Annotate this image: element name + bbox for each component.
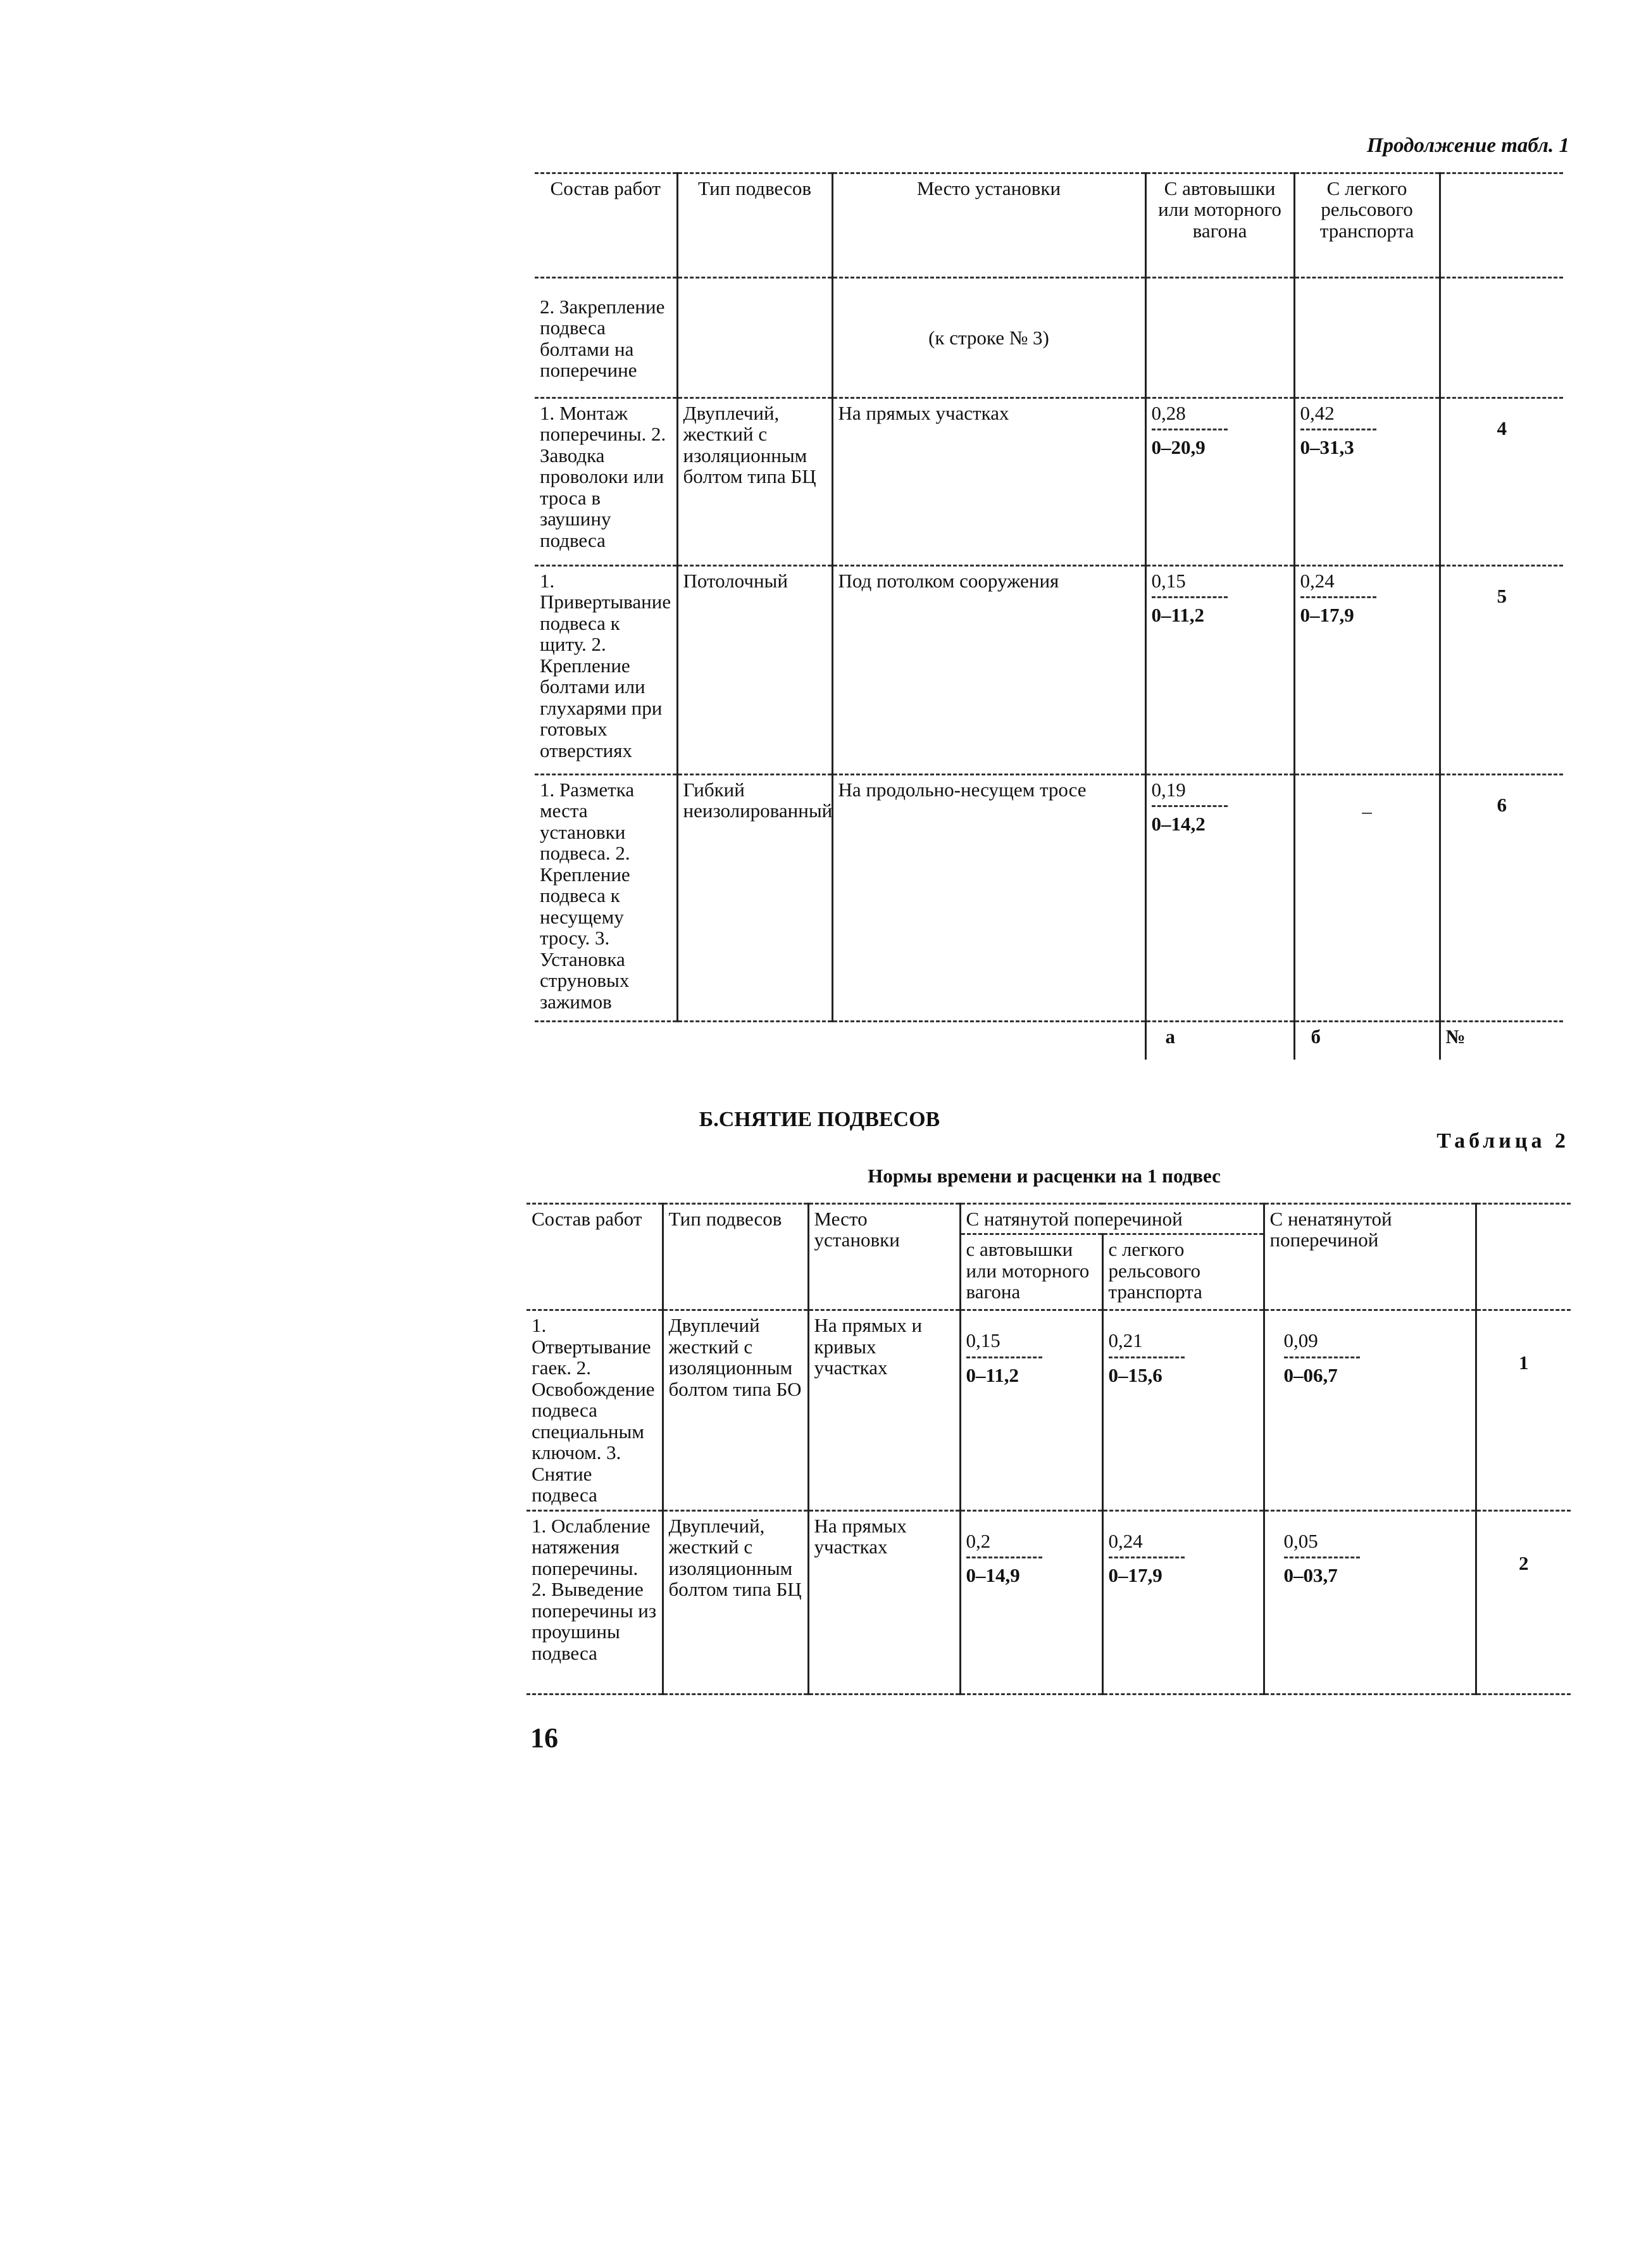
cell-type (677, 278, 832, 398)
footer-a: а (1145, 1022, 1294, 1060)
table-row (535, 398, 1563, 566)
value-b: 0,42 (1300, 402, 1335, 424)
footer-b: б (1294, 1022, 1440, 1060)
header-work: Состав работ (535, 173, 677, 278)
header-work: Состав работ (527, 1204, 663, 1310)
cell-type: Двуплечий, жесткий с изоляционным болтом типа БЦ (663, 1510, 808, 1694)
header-type: Тип подвесов (677, 173, 832, 278)
value-c: 0,05 (1283, 1529, 1318, 1552)
cell-work: 1. Отвертывание гаек. 2. Освобождение подвеса специальным ключом. 3. Снятие подвеса (527, 1310, 663, 1510)
value-a: 0,19 (1151, 779, 1186, 801)
cell-type: Двуплечий жесткий с изоляционным болтом типа БО (663, 1310, 808, 1510)
cell-place: На прямых и кривых участках (808, 1310, 960, 1510)
cell-place: На прямых участках (808, 1510, 960, 1694)
header-sub-b: с легкого рельсового транспорта (1102, 1234, 1264, 1310)
cell-no: 4 (1440, 398, 1563, 566)
table-1 (535, 172, 1563, 1060)
cell-work: 1. Монтаж поперечины. 2. Заводка проволоки или троса в заушину подвеса (535, 398, 677, 566)
table-row (535, 278, 1563, 398)
value-a: 0,2 (966, 1529, 991, 1552)
cell-b (1294, 398, 1440, 566)
cell-a (960, 1510, 1102, 1694)
cell-b (1102, 1510, 1264, 1694)
cell-type: Гибкий неизолированный (677, 775, 832, 1022)
cell-work: 1. Разметка места установки подвеса. 2. Крепление подвеса к несущему тросу. 3. Установка струновых зажимов (535, 775, 677, 1022)
cell-a (1145, 566, 1294, 775)
value-b: 0,24 (1108, 1529, 1143, 1552)
header-tensioned: С натянутой поперечиной (960, 1204, 1264, 1234)
cell-c (1264, 1310, 1476, 1510)
header-no (1440, 173, 1563, 278)
header-untensioned: С ненатянутой поперечиной (1264, 1204, 1476, 1310)
rate-c: 0–03,7 (1283, 1564, 1338, 1587)
footer-no: № (1440, 1022, 1563, 1060)
cell-no: 1 (1476, 1310, 1571, 1510)
cell-c (1264, 1510, 1476, 1694)
rate-a: 0–11,2 (1151, 604, 1205, 627)
cell-no: 5 (1440, 566, 1563, 775)
cell-work: 1. Ослабление натяжения поперечины. 2. Выведение поперечины из проушины подвеса (527, 1510, 663, 1694)
cell-work: 1. Привертывание подвеса к щиту. 2. Крепление болтами или глухарями при готовых отверстиях (535, 566, 677, 775)
value-b: 0,21 (1108, 1329, 1143, 1352)
table-2-label: Таблица 2 (1436, 1129, 1569, 1153)
table-1-footer (535, 1022, 1563, 1060)
value-c: 0,09 (1283, 1329, 1318, 1352)
header-place: Место установки (832, 173, 1145, 278)
table-1-header (535, 173, 1563, 278)
cell-a (1145, 775, 1294, 1022)
table-2-subtitle: Нормы времени и расценки на 1 подвес (868, 1165, 1221, 1187)
table-row (535, 775, 1563, 1022)
cell-type: Двуплечий, жесткий с изоляционным болтом типа БЦ (677, 398, 832, 566)
rate-a: 0–11,2 (966, 1363, 1019, 1386)
cell-type: Потолочный (677, 566, 832, 775)
cell-b (1102, 1310, 1264, 1510)
cell-a (1145, 398, 1294, 566)
table-2-header (527, 1204, 1571, 1234)
header-sub-a: с автовышки или моторного вагона (960, 1234, 1102, 1310)
rate-a: 0–14,2 (1151, 813, 1206, 836)
value-a: 0,15 (966, 1329, 1000, 1352)
rate-a: 0–20,9 (1151, 436, 1206, 459)
page-number: 16 (530, 1722, 558, 1753)
cell-place: Под потолком сооружения (832, 566, 1145, 775)
continuation-label: Продолжение табл. 1 (1366, 134, 1569, 157)
table-row (535, 566, 1563, 775)
table-2 (527, 1203, 1571, 1695)
value-a: 0,28 (1151, 402, 1186, 424)
cell-b: – (1294, 775, 1440, 1022)
header-type: Тип подвесов (663, 1204, 808, 1310)
cell-b (1294, 566, 1440, 775)
rate-b: 0–15,6 (1108, 1363, 1162, 1386)
section-title: Б.СНЯТИЕ ПОДВЕСОВ (699, 1108, 940, 1131)
cell-place: (к строке № 3) (832, 278, 1145, 398)
cell-place: На продольно-несущем тросе (832, 775, 1145, 1022)
cell-work: 2. Закрепление подвеса болтами на поперечине (535, 278, 677, 398)
table-row (527, 1510, 1571, 1694)
rate-b: 0–17,9 (1108, 1564, 1162, 1587)
value-a: 0,15 (1151, 570, 1186, 592)
rate-c: 0–06,7 (1283, 1363, 1338, 1386)
cell-no (1440, 278, 1563, 398)
value-b: 0,24 (1300, 570, 1335, 592)
rate-a: 0–14,9 (966, 1564, 1020, 1587)
cell-no: 2 (1476, 1510, 1571, 1694)
table-row (527, 1310, 1571, 1510)
rate-b: 0–31,3 (1300, 436, 1354, 459)
cell-a (960, 1310, 1102, 1510)
cell-place: На прямых участках (832, 398, 1145, 566)
header-place: Место установки (808, 1204, 960, 1310)
header-b: С легкого рельсового транспорта (1294, 173, 1440, 278)
cell-b (1294, 278, 1440, 398)
cell-no: 6 (1440, 775, 1563, 1022)
header-a: С автовышки или моторного вагона (1145, 173, 1294, 278)
rate-b: 0–17,9 (1300, 604, 1354, 627)
cell-a (1145, 278, 1294, 398)
